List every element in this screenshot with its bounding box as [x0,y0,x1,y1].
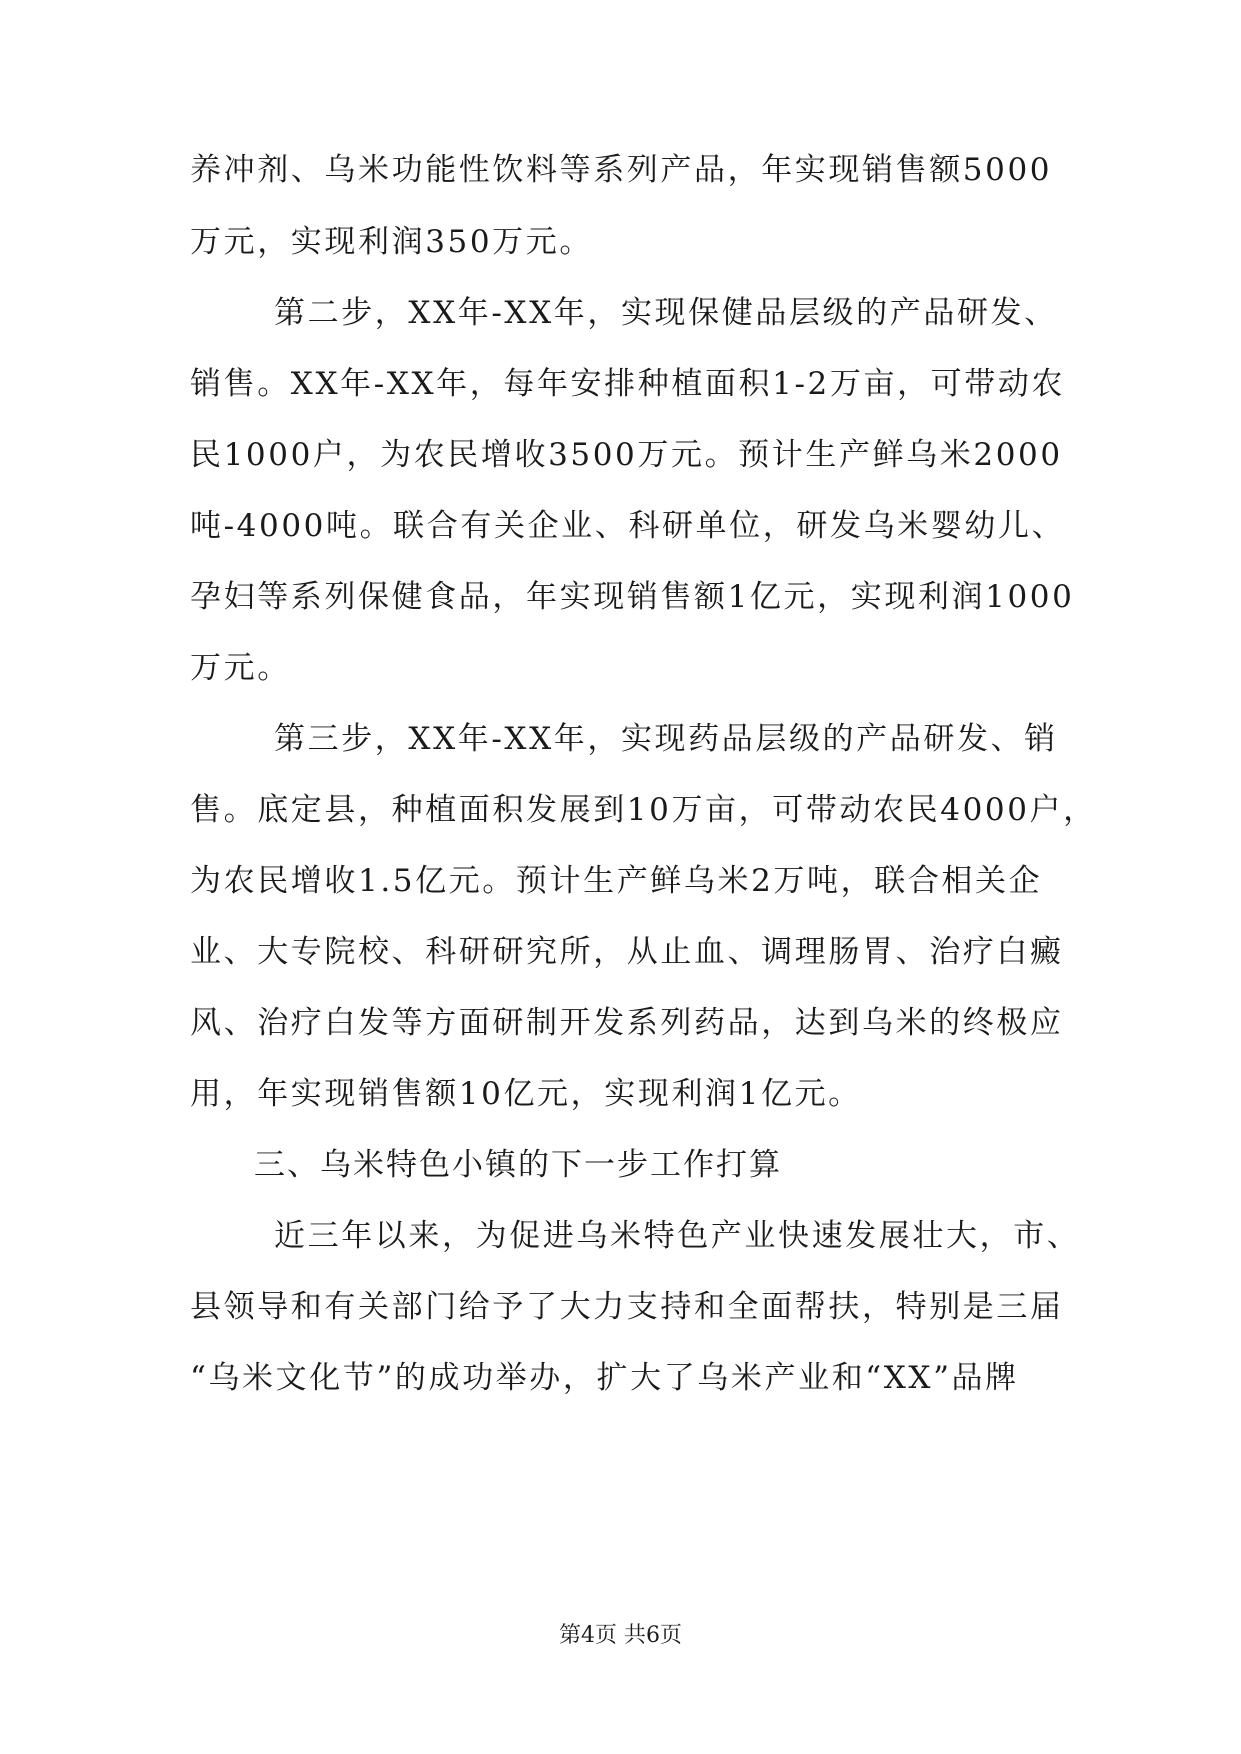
text-line: 万元。 [190,650,291,686]
text-line: 县领导和有关部门给予了大力支持和全面帮扶，特别是三届 [190,1289,1064,1325]
text-line: 业、大专院校、科研研究所，从止血、调理肠胃、治疗白癜 [190,934,1064,970]
page-footer: 第4页 共6页 [559,1623,682,1648]
paragraph-start-line: 第三步，XX年-XX年，实现药品层级的产品研发、销 [274,721,1058,757]
text-line: 孕妇等系列保健食品，年实现销售额1亿元，实现利润1000 [190,579,1075,615]
section-heading: 三、乌米特色小镇的下一步工作打算 [254,1147,782,1183]
paragraph-start-line: 近三年以来，为促进乌米特色产业快速发展壮大，市、 [274,1218,1081,1254]
paragraph-start-line: 第二步，XX年-XX年，实现保健品层级的产品研发、 [274,295,1058,331]
text-line: 销售。XX年-XX年，每年安排种植面积1-2万亩，可带动农 [190,366,1066,402]
text-line: 民1000户，为农民增收3500万元。预计生产鲜乌米2000 [190,437,1063,473]
text-line: 万元，实现利润350万元。 [190,224,593,260]
text-line: 养冲剂、乌米功能性饮料等系列产品，年实现销售额5000 [190,152,1053,188]
text-line: 风、治疗白发等方面研制开发系列药品，达到乌米的终极应 [190,1005,1064,1041]
text-line: 用，年实现销售额10亿元，实现利润1亿元。 [190,1076,862,1112]
text-line: 为农民增收1.5亿元。预计生产鲜乌米2万吨，联合相关企 [190,863,1043,899]
text-line: 吨-4000吨。联合有关企业、科研单位，研发乌米婴幼儿、 [190,508,1066,544]
text-line: 售。底定县，种植面积发展到10万亩，可带动农民4000户， [190,792,1097,828]
text-line: “乌米文化节”的成功举办，扩大了乌米产业和“XX”品牌 [190,1360,1019,1396]
